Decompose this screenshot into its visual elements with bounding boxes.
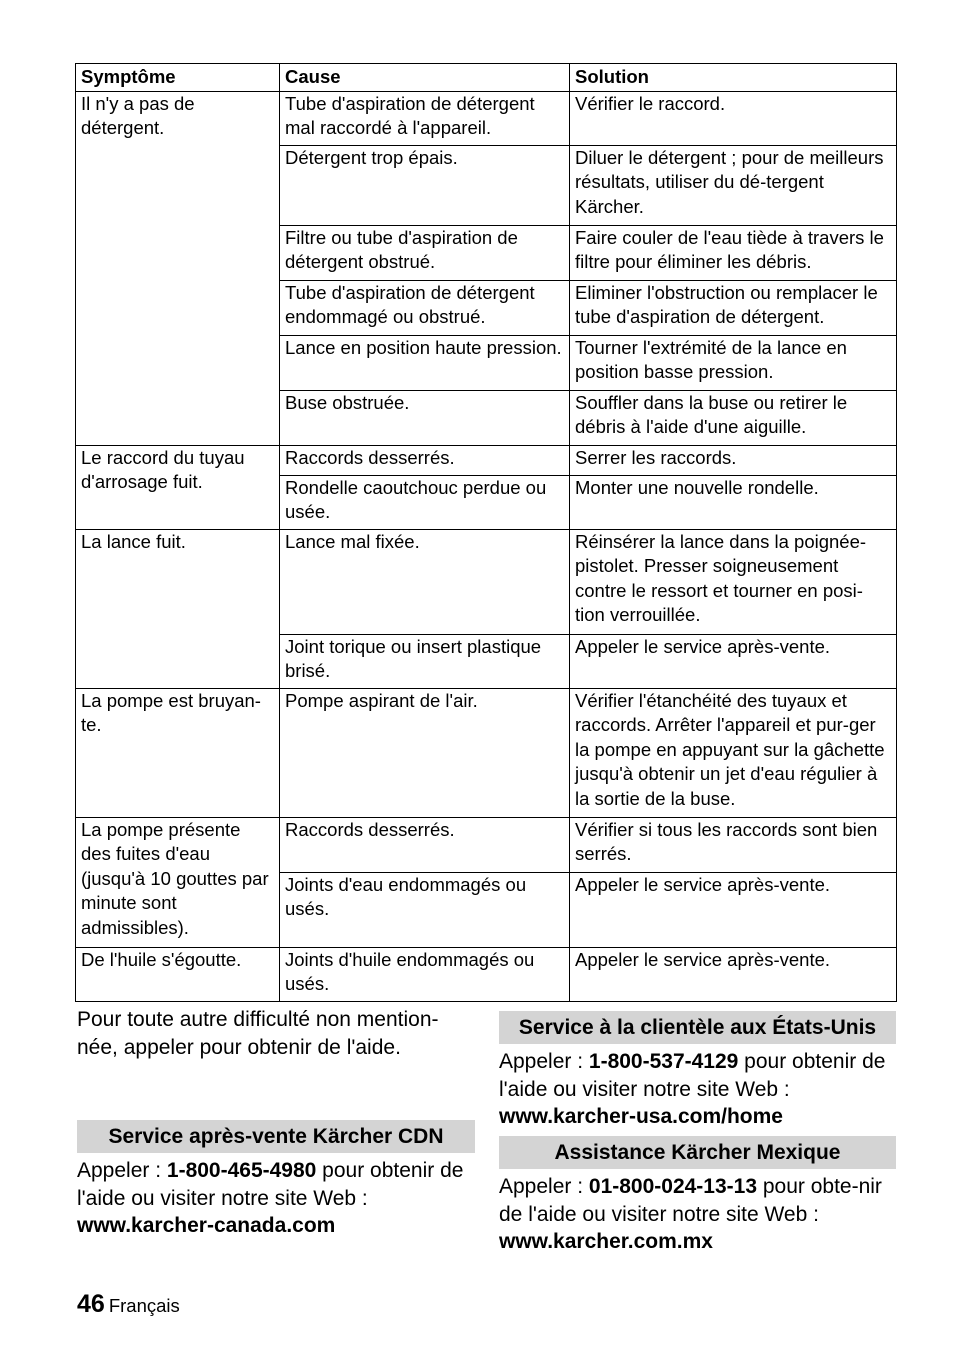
symptom-cell: La pompe est bruyan-te. (76, 688, 280, 817)
symptom-cell: La pompe présente des fuites d'eau (jusqu'à 10 gouttes par minute sont admissibles). (76, 817, 280, 947)
solution-cell: Monter une nouvelle rondelle. (570, 475, 897, 529)
solution-cell: Vérifier si tous les raccords sont bien serrés. (570, 817, 897, 872)
mexico-call-label: Appeler : (499, 1175, 589, 1198)
symptom-cell: De l'huile s'égoutte. (76, 947, 280, 1001)
usa-call-label: Appeler : (499, 1050, 589, 1073)
table-row (76, 817, 897, 872)
usa-rest: pour obtenir de l'aide ou visiter notre site Web : (499, 1050, 886, 1101)
solution-cell: Vérifier le raccord. (570, 91, 897, 145)
canada-service-text (77, 1157, 477, 1240)
solution-cell: Appeler le service après-vente. (570, 947, 897, 1001)
footer-language: Français (108, 1295, 180, 1316)
cause-cell: Buse obstruée. (280, 390, 570, 445)
mexico-service-heading: Assistance Kärcher Mexique (499, 1136, 896, 1169)
symptom-cell: Il n'y a pas de détergent. (76, 91, 280, 445)
cause-cell: Joints d'eau endommagés ou usés. (280, 872, 570, 947)
other-issues-text: Pour toute autre difficulté non mention-née, appeler pour obtenir de l'aide. (77, 1008, 439, 1059)
table-row (76, 688, 897, 817)
mexico-service-text (499, 1173, 899, 1256)
solution-cell: Souffler dans la buse ou retirer le débris à l'aide d'une aiguille. (570, 390, 897, 445)
cause-cell: Filtre ou tube d'aspiration de détergent obstrué. (280, 225, 570, 280)
symptom-cell: La lance fuit. (76, 529, 280, 688)
cause-cell: Détergent trop épais. (280, 145, 570, 225)
solution-cell: Eliminer l'obstruction ou remplacer le tube d'aspiration de détergent. (570, 280, 897, 335)
cause-cell: Rondelle caoutchouc perdue ou usée. (280, 475, 570, 529)
cause-cell: Joints d'huile endommagés ou usés. (280, 947, 570, 1001)
mexico-rest: pour obte-nir de l'aide ou visiter notre site Web : (499, 1175, 882, 1226)
cause-cell: Lance en position haute pression. (280, 335, 570, 390)
mexico-phone: 01-800-024-13-13 (588, 1175, 758, 1198)
cause-cell: Pompe aspirant de l'air. (280, 688, 570, 817)
solution-cell: Réinsérer la lance dans la poignée-pistolet. Presser soigneusement contre le ressort et tourner en posi-tion verrouillée. (570, 529, 897, 634)
solution-cell: Appeler le service après-vente. (570, 872, 897, 947)
cause-cell: Tube d'aspiration de détergent endommagé ou obstrué. (280, 280, 570, 335)
header-symptom: Symptôme (76, 64, 280, 92)
usa-phone: 1-800-537-4129 (588, 1050, 739, 1073)
table-row (76, 947, 897, 1001)
cause-cell: Tube d'aspiration de détergent mal raccordé à l'appareil. (280, 91, 570, 145)
canada-call-label: Appeler : (77, 1159, 167, 1182)
canada-phone: 1-800-465-4980 (166, 1159, 317, 1182)
cause-cell: Joint torique ou insert plastique brisé. (280, 634, 570, 688)
solution-cell: Faire couler de l'eau tiède à travers le filtre pour éliminer les débris. (570, 225, 897, 280)
canada-rest: pour obtenir de l'aide ou visiter notre site Web : (77, 1159, 464, 1210)
usa-url: www.karcher-usa.com/home (499, 1105, 783, 1128)
solution-cell: Tourner l'extrémité de la lance en position basse pression. (570, 335, 897, 390)
cause-cell: Lance mal fixée. (280, 529, 570, 634)
header-cause: Cause (280, 64, 570, 92)
canada-service-heading: Service après-vente Kärcher CDN (77, 1120, 475, 1153)
table-row (76, 91, 897, 145)
mexico-url: www.karcher.com.mx (499, 1230, 713, 1253)
header-solution: Solution (570, 64, 897, 92)
table-row (76, 529, 897, 634)
solution-cell: Vérifier l'étanchéité des tuyaux et raccords. Arrêter l'appareil et pur-ger la pompe en appuyant sur la gâchette jusqu'à obtenir un jet d'eau régulier à la sortie de la buse. (570, 688, 897, 817)
symptom-cell: Le raccord du tuyau d'arrosage fuit. (76, 445, 280, 529)
table-header-row (76, 64, 897, 92)
usa-service-text (499, 1048, 899, 1131)
page-footer (77, 1290, 180, 1319)
cause-cell: Raccords desserrés. (280, 817, 570, 872)
canada-url: www.karcher-canada.com (77, 1214, 336, 1237)
troubleshooting-table (75, 63, 897, 1002)
table-row (76, 445, 897, 475)
usa-service-heading: Service à la clientèle aux États-Unis (499, 1011, 896, 1044)
page-number: 46 (77, 1290, 105, 1318)
solution-cell: Serrer les raccords. (570, 445, 897, 475)
cause-cell: Raccords desserrés. (280, 445, 570, 475)
solution-cell: Diluer le détergent ; pour de meilleurs résultats, utiliser du dé-tergent Kärcher. (570, 145, 897, 225)
solution-cell: Appeler le service après-vente. (570, 634, 897, 688)
